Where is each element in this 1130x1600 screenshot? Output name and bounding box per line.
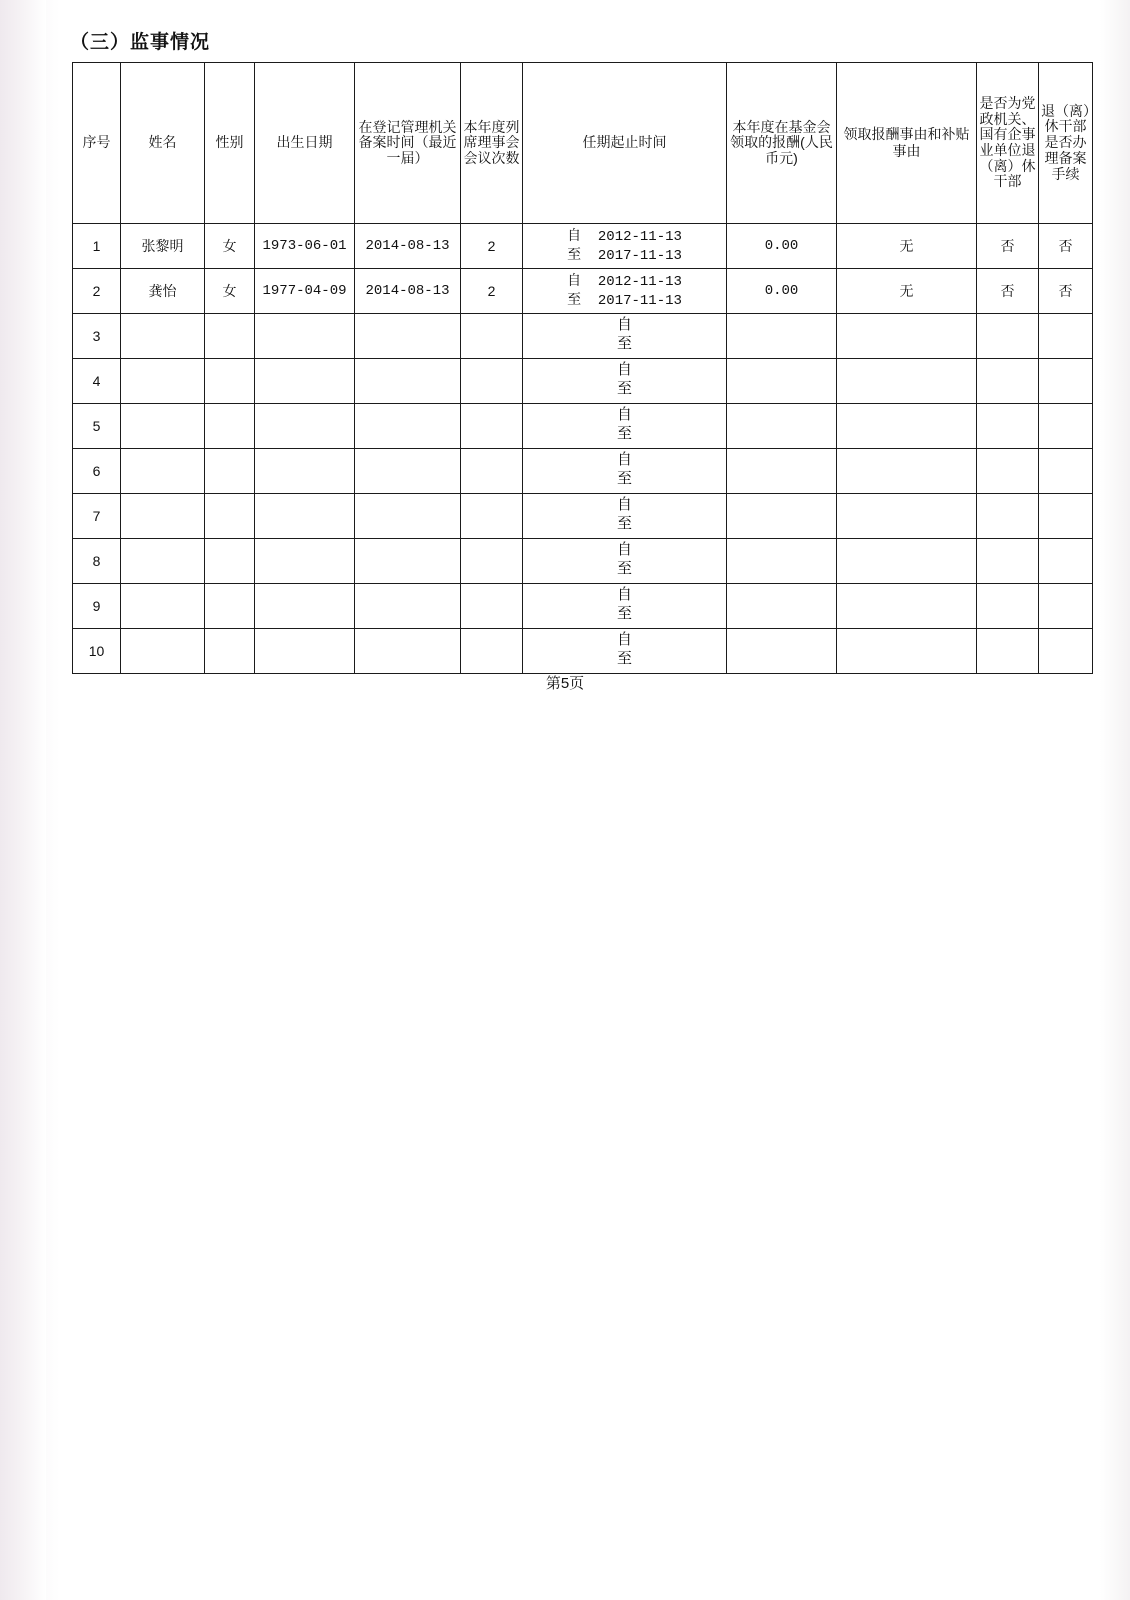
table-row	[73, 584, 1093, 629]
term-to-label: 至	[616, 336, 632, 353]
term-from-label: 自	[616, 632, 632, 650]
cell-gender	[205, 584, 255, 629]
cell-meetings-attended	[461, 404, 523, 449]
term-to-label: 至	[616, 651, 632, 668]
term-to-label: 至	[616, 516, 632, 533]
cell-gender	[205, 449, 255, 494]
cell-birth-date	[255, 359, 355, 404]
cell-meetings-attended	[461, 584, 523, 629]
cell-is-retired-cadre	[977, 314, 1039, 359]
cell-name	[121, 404, 205, 449]
cell-registration-filing: 2014-08-13	[355, 224, 461, 269]
cell-remuneration-reason	[837, 359, 977, 404]
cell-gender	[205, 494, 255, 539]
cell-term-to: 2017-11-13	[597, 248, 682, 264]
table-row	[73, 314, 1093, 359]
cell-birth-date	[255, 584, 355, 629]
cell-registration-filing	[355, 584, 461, 629]
header-term-period: 任期起止时间	[523, 63, 727, 224]
cell-registration-filing: 2014-08-13	[355, 269, 461, 314]
scan-edge-left	[0, 0, 46, 1600]
cell-meetings-attended	[461, 494, 523, 539]
cell-name	[121, 359, 205, 404]
cell-remuneration	[727, 494, 837, 539]
table-row	[73, 629, 1093, 674]
cell-is-retired-cadre	[977, 404, 1039, 449]
cell-registration-filing	[355, 539, 461, 584]
cell-meetings-attended: 2	[461, 269, 523, 314]
cell-remuneration	[727, 539, 837, 584]
cell-meetings-attended	[461, 449, 523, 494]
cell-name	[121, 494, 205, 539]
term-from-label: 自	[616, 362, 632, 380]
cell-meetings-attended	[461, 314, 523, 359]
table-header-row	[73, 63, 1093, 224]
cell-name	[121, 449, 205, 494]
header-remuneration: 本年度在基金会领取的报酬(人民币元)	[727, 63, 837, 224]
section-title: （三）监事情况	[70, 32, 211, 53]
cell-name	[121, 584, 205, 629]
cell-remuneration	[727, 449, 837, 494]
header-meetings-attended: 本年度列席理事会会议次数	[461, 63, 523, 224]
cell-index: 5	[73, 404, 121, 449]
cell-gender	[205, 539, 255, 584]
cell-registration-filing	[355, 404, 461, 449]
header-birth-date: 出生日期	[255, 63, 355, 224]
cell-remuneration-reason	[837, 629, 977, 674]
cell-filing-procedure	[1039, 494, 1093, 539]
cell-filing-procedure	[1039, 449, 1093, 494]
cell-remuneration: 0.00	[727, 269, 837, 314]
cell-is-retired-cadre	[977, 359, 1039, 404]
cell-filing-procedure	[1039, 629, 1093, 674]
cell-remuneration-reason	[837, 494, 977, 539]
cell-is-retired-cadre: 否	[977, 269, 1039, 314]
cell-birth-date: 1977-04-09	[255, 269, 355, 314]
cell-name	[121, 539, 205, 584]
cell-birth-date	[255, 539, 355, 584]
cell-term-period	[523, 269, 727, 314]
cell-remuneration	[727, 584, 837, 629]
cell-birth-date	[255, 629, 355, 674]
cell-name: 张黎明	[121, 224, 205, 269]
term-from-label: 自	[567, 226, 582, 243]
term-to-label: 至	[616, 471, 632, 488]
header-filing-procedure: 退（离）休干部是否办理备案手续	[1039, 63, 1093, 224]
cell-remuneration	[727, 404, 837, 449]
cell-birth-date: 1973-06-01	[255, 224, 355, 269]
cell-term-to: 2017-11-13	[597, 293, 682, 309]
cell-is-retired-cadre	[977, 449, 1039, 494]
cell-remuneration	[727, 359, 837, 404]
cell-is-retired-cadre	[977, 584, 1039, 629]
cell-registration-filing	[355, 629, 461, 674]
cell-birth-date	[255, 494, 355, 539]
term-to-label: 至	[616, 381, 632, 398]
table-row	[73, 539, 1093, 584]
term-from-label: 自	[616, 542, 632, 560]
cell-is-retired-cadre	[977, 494, 1039, 539]
cell-term-period	[523, 404, 727, 449]
cell-gender	[205, 314, 255, 359]
cell-gender	[205, 404, 255, 449]
cell-index: 8	[73, 539, 121, 584]
header-name: 姓名	[121, 63, 205, 224]
term-to-label: 至	[616, 561, 632, 578]
cell-remuneration-reason	[837, 539, 977, 584]
cell-name: 龚怡	[121, 269, 205, 314]
table-row	[73, 494, 1093, 539]
term-from-label: 自	[616, 407, 632, 425]
term-from-label: 自	[616, 497, 632, 515]
cell-meetings-attended	[461, 539, 523, 584]
cell-registration-filing	[355, 494, 461, 539]
scan-edge-right	[1100, 0, 1130, 1600]
cell-filing-procedure	[1039, 539, 1093, 584]
cell-remuneration-reason	[837, 584, 977, 629]
page-number: 第5页	[545, 675, 585, 692]
cell-term-period	[523, 224, 727, 269]
table-row	[73, 269, 1093, 314]
cell-is-retired-cadre	[977, 629, 1039, 674]
term-to-label: 至	[567, 246, 582, 262]
cell-term-period	[523, 494, 727, 539]
cell-index: 10	[73, 629, 121, 674]
cell-remuneration-reason: 无	[837, 269, 977, 314]
cell-index: 6	[73, 449, 121, 494]
cell-meetings-attended: 2	[461, 224, 523, 269]
term-from-label: 自	[616, 452, 632, 470]
cell-term-period	[523, 629, 727, 674]
cell-registration-filing	[355, 449, 461, 494]
cell-meetings-attended	[461, 359, 523, 404]
cell-remuneration	[727, 629, 837, 674]
cell-is-retired-cadre	[977, 539, 1039, 584]
header-remuneration-reason: 领取报酬事由和补贴事由	[837, 63, 977, 224]
term-from-label: 自	[616, 587, 632, 605]
cell-index: 9	[73, 584, 121, 629]
cell-term-period	[523, 314, 727, 359]
cell-registration-filing	[355, 314, 461, 359]
cell-gender	[205, 629, 255, 674]
cell-meetings-attended	[461, 629, 523, 674]
cell-name	[121, 629, 205, 674]
header-index: 序号	[73, 63, 121, 224]
cell-remuneration: 0.00	[727, 224, 837, 269]
term-to-label: 至	[616, 606, 632, 623]
cell-filing-procedure	[1039, 584, 1093, 629]
cell-remuneration-reason	[837, 449, 977, 494]
cell-term-period	[523, 359, 727, 404]
cell-filing-procedure: 否	[1039, 224, 1093, 269]
table-row	[73, 449, 1093, 494]
cell-remuneration-reason	[837, 404, 977, 449]
header-gender: 性别	[205, 63, 255, 224]
term-from-label: 自	[567, 271, 582, 288]
cell-filing-procedure: 否	[1039, 269, 1093, 314]
table-row	[73, 404, 1093, 449]
cell-index: 2	[73, 269, 121, 314]
cell-birth-date	[255, 314, 355, 359]
cell-index: 7	[73, 494, 121, 539]
cell-remuneration-reason: 无	[837, 224, 977, 269]
table-body	[73, 224, 1093, 674]
cell-term-from: 2012-11-13	[597, 228, 682, 245]
cell-index: 1	[73, 224, 121, 269]
cell-gender	[205, 359, 255, 404]
cell-index: 4	[73, 359, 121, 404]
cell-filing-procedure	[1039, 404, 1093, 449]
cell-term-from: 2012-11-13	[597, 273, 682, 290]
table-row	[73, 224, 1093, 269]
cell-name	[121, 314, 205, 359]
table-row	[73, 359, 1093, 404]
cell-gender: 女	[205, 224, 255, 269]
term-to-label: 至	[567, 291, 582, 307]
term-to-label: 至	[616, 426, 632, 443]
cell-term-period	[523, 449, 727, 494]
cell-term-period	[523, 584, 727, 629]
cell-registration-filing	[355, 359, 461, 404]
cell-term-period	[523, 539, 727, 584]
cell-birth-date	[255, 404, 355, 449]
supervisors-table	[72, 62, 1093, 674]
cell-gender: 女	[205, 269, 255, 314]
cell-is-retired-cadre: 否	[977, 224, 1039, 269]
cell-birth-date	[255, 449, 355, 494]
cell-index: 3	[73, 314, 121, 359]
header-registration-filing: 在登记管理机关备案时间（最近一届）	[355, 63, 461, 224]
term-from-label: 自	[616, 317, 632, 335]
cell-remuneration-reason	[837, 314, 977, 359]
header-is-retired-cadre: 是否为党政机关、国有企事业单位退（离）休干部	[977, 63, 1039, 224]
cell-remuneration	[727, 314, 837, 359]
cell-filing-procedure	[1039, 314, 1093, 359]
cell-filing-procedure	[1039, 359, 1093, 404]
